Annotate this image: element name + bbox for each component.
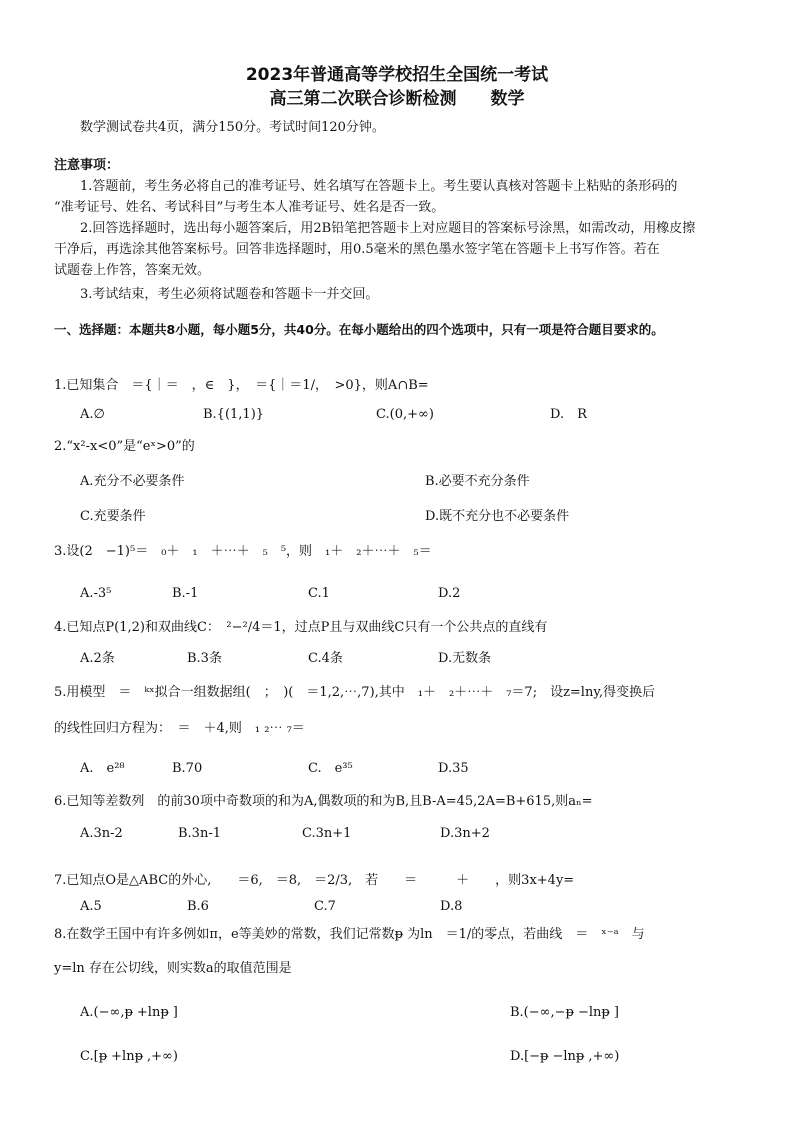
- note-3: 3.考试结束，考生必须将试题卷和答题卡一并交回。: [80, 287, 379, 302]
- q2-option-c: C.充要条件: [80, 509, 146, 524]
- q2-option-b: B.必要不充分条件: [425, 474, 530, 489]
- q2-stem: 2.“x²-x<0”是“eˣ>0”的: [54, 439, 195, 454]
- q2-option-a: A.充分不必要条件: [80, 474, 185, 489]
- q3-option-d: D.2: [438, 586, 461, 601]
- q1-option-b: B.{(1,1)}: [203, 407, 265, 422]
- exam-subtitle: 高三第二次联合诊断检测 数学: [269, 89, 525, 109]
- q4-option-a: A.2条: [80, 651, 115, 666]
- q1-option-c: C.(0,+∞): [376, 407, 434, 422]
- q5-stem-line-1: 5.用模型 ＝ ᵏˣ拟合一组数据组( ； )( ＝1,2,⋯,7),其中 ₁＋ ₂＋⋯＋ ₇＝7; 设z=lny,得变换后: [54, 685, 656, 700]
- q7-option-c: C.7: [314, 899, 336, 914]
- q3-option-c: C.1: [308, 586, 330, 601]
- q4-option-d: D.无数条: [438, 651, 492, 666]
- q5-option-a: A. e²⁸: [80, 761, 125, 776]
- q1-option-a: A.∅: [80, 407, 105, 422]
- q5-option-c: C. e³⁵: [308, 761, 353, 776]
- exam-intro: 数学测试卷共4页，满分150分。考试时间120分钟。: [80, 120, 385, 135]
- q6-option-a: A.3n-2: [80, 826, 123, 841]
- q8-option-b: B.(−∞,−ᵽ −lnᵽ ]: [510, 1005, 619, 1020]
- note-2-line-3: 试题卷上作答，答案无效。: [54, 263, 211, 278]
- q8-option-d: D.[−ᵽ −lnᵽ ,+∞): [510, 1049, 620, 1064]
- q7-option-b: B.6: [187, 899, 209, 914]
- q7-stem: 7.已知点O是△ABC的外心, ＝6, ＝8, ＝2/3, 若 ＝ ＋ ，则3x+4y=: [54, 873, 575, 888]
- section-1-heading: 一、选择题：本题共8小题，每小题5分，共40分。在每小题给出的四个选项中，只有一项是符合题目要求的。: [54, 322, 664, 337]
- q8-stem-line-1: 8.在数学王国中有许多例如π，e等美妙的常数，我们记常数ᵽ 为ln ＝1/的零点，若曲线 ＝ ˣ⁻ᵃ 与: [54, 927, 645, 942]
- q7-option-a: A.5: [80, 899, 102, 914]
- q2-option-d: D.既不充分也不必要条件: [425, 509, 570, 524]
- exam-title: 2023年普通高等学校招生全国统一考试: [245, 65, 549, 85]
- q3-stem: 3.设(2 −1)⁵＝ ₀＋ ₁ ＋⋯＋ ₅ ⁵，则 ₁＋ ₂＋⋯＋ ₅＝: [54, 544, 432, 559]
- q5-stem-line-2: 的线性回归方程为： ＝ ＋4,则 ₁ ₂⋯ ₇＝: [54, 721, 305, 736]
- note-1-line-2: “准考证号、姓名、考试科目”与考生本人准考证号、姓名是否一致。: [54, 200, 445, 215]
- notes-heading: 注意事项：: [54, 158, 120, 173]
- note-1-line-1: 1.答题前，考生务必将自己的准考证号、姓名填写在答题卡上。考生要认真核对答题卡上粘贴的条形码的: [80, 179, 678, 194]
- q4-stem: 4.已知点P(1,2)和双曲线C： ²−²/4＝1，过点P且与双曲线C只有一个公共点的直线有: [54, 620, 548, 635]
- q5-option-b: B.70: [172, 761, 203, 776]
- note-2-line-1: 2.回答选择题时，选出每小题答案后，用2B铅笔把答题卡上对应题目的答案标号涂黑，如需改动，用橡皮擦: [80, 221, 696, 236]
- q8-option-c: C.[ᵽ +lnᵽ ,+∞): [80, 1049, 178, 1064]
- q6-option-b: B.3n-1: [178, 826, 221, 841]
- q4-option-c: C.4条: [308, 651, 343, 666]
- q1-option-d: D. R: [550, 407, 587, 422]
- q8-option-a: A.(−∞,ᵽ +lnᵽ ]: [80, 1005, 178, 1020]
- q3-option-b: B.-1: [172, 586, 199, 601]
- q6-option-d: D.3n+2: [440, 826, 490, 841]
- q4-option-b: B.3条: [187, 651, 222, 666]
- q6-stem: 6.已知等差数列 的前30项中奇数项的和为A,偶数项的和为B,且B-A=45,2A=B+615,则aₙ=: [54, 794, 593, 809]
- q8-stem-line-2: y=ln 存在公切线，则实数a的取值范围是: [54, 961, 292, 976]
- q1-stem: 1.已知集合 ＝{｜＝ ，∈ }， ＝{｜＝1/， >0}，则A∩B=: [54, 378, 429, 393]
- q6-option-c: C.3n+1: [302, 826, 352, 841]
- q5-option-d: D.35: [438, 761, 469, 776]
- q3-option-a: A.-3⁵: [80, 586, 112, 601]
- q7-option-d: D.8: [440, 899, 463, 914]
- note-2-line-2: 干净后，再选涂其他答案标号。回答非选择题时，用0.5毫米的黑色墨水签字笔在答题卡上书写作答。若在: [54, 242, 660, 257]
